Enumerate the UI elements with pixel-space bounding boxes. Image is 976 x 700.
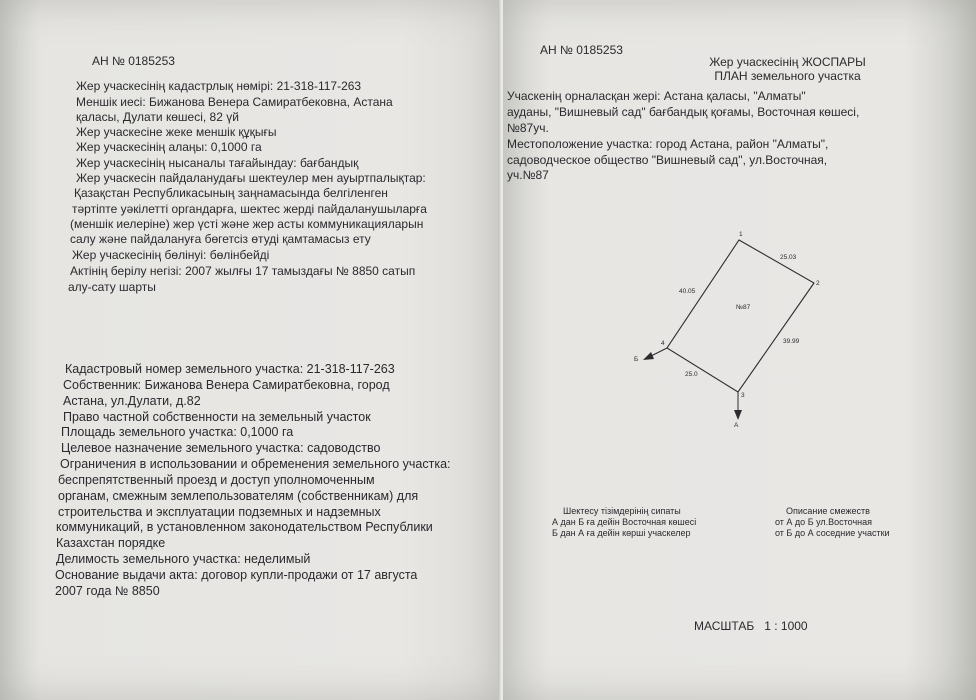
detail-line: Право частной собственности на земельный участок [63, 410, 371, 424]
detail-line: Жер учаскесінің нысаналы тағайындау: бағбандық [76, 156, 359, 170]
detail-line: (меншік иелеріне) жер үсті және жер асты коммуникацияларын [70, 217, 424, 231]
detail-line: тәртіпте уәкілетті органдарға, шектес жерді пайдаланушыларға [72, 202, 427, 216]
detail-line: Актінің берілу негізі: 2007 жылғы 17 тамыздағы № 8850 сатып [70, 264, 416, 278]
detail-line: Кадастровый номер земельного участка: 21-318-117-263 [65, 362, 395, 376]
legend-line: от А до Б ул.Восточная [775, 517, 873, 527]
legend-heading: Описание смежеств [786, 506, 870, 516]
detail-line: Жер учаскесінің бөлінуі: бөлінбейді [72, 248, 270, 262]
detail-line: Делимость земельного участка: неделимый [56, 552, 311, 566]
arrow-b-head [643, 352, 654, 360]
arrow-a-label: А [734, 422, 739, 429]
plan-title-ru: ПЛАН земельного участка [714, 69, 861, 83]
detail-line: Жер учаскесін пайдаланудағы шектеулер мен ауыртпалықтар: [76, 171, 426, 185]
scale-label: МАСШТАБ 1 : 1000 [694, 619, 808, 633]
detail-line: строительства и эксплуатации подземных и надземных [58, 505, 381, 519]
vertex-label: 4 [661, 340, 665, 347]
serial-number: АН № 0185253 [92, 54, 175, 68]
legend-line: Б дан А ға дейін көрші учаскелер [552, 528, 691, 538]
right-page [503, 0, 976, 700]
legend-line: А дан Б ға дейін Восточная көшесі [552, 517, 697, 527]
arrow-b-shaft [651, 348, 667, 356]
vertex-label: 1 [739, 231, 743, 238]
parcel-number: №87 [736, 304, 751, 311]
detail-line: 2007 года № 8850 [55, 584, 160, 598]
edge-length: 25.03 [780, 254, 797, 261]
detail-line: Целевое назначение земельного участка: садоводство [61, 441, 381, 455]
detail-line: беспрепятственный проезд и доступ уполномоченным [58, 473, 375, 487]
detail-line: Меншік иесі: Бижанова Венера Самиратбековна, Астана [76, 95, 393, 109]
location-line: садоводческое общество "Вишневый сад", ул.Восточная, [507, 153, 828, 167]
legend-line: от Б до А соседние участки [775, 528, 890, 538]
arrow-a-head [734, 410, 742, 420]
parcel-drawing [503, 0, 976, 700]
detail-line: Основание выдачи акта: договор купли-продажи от 17 августа [55, 568, 418, 582]
location-line: Учаскенің орналасқан жері: Астана қаласы, "Алматы" [507, 89, 806, 103]
detail-line: Жер учаскесінің кадастрлық нөмірі: 21-318-117-263 [76, 79, 362, 93]
detail-line: Ограничения в использовании и обременения земельного участка: [60, 457, 451, 471]
serial-number: АН № 0185253 [540, 43, 623, 57]
legend-heading: Шектесу тізімдерінің сипаты [563, 506, 681, 516]
location-line: Местоположение участка: город Астана, район "Алматы", [507, 137, 829, 151]
plan-title-kz: Жер учаскесінің ЖОСПАРЫ [709, 55, 866, 69]
location-line: уч.№87 [507, 168, 549, 182]
detail-line: Казахстан порядке [56, 536, 166, 550]
detail-line: Площадь земельного участка: 0,1000 га [61, 425, 294, 439]
parcel-plan [503, 0, 976, 700]
detail-line: коммуникаций, в установленном законодательством Республики [56, 520, 433, 534]
edge-length: 39.99 [783, 338, 800, 345]
detail-line: органам, смежным землепользователям (собственникам) для [58, 489, 419, 503]
detail-line: салу және пайдалануға бөгетсіз өтуді қамтамасыз ету [70, 232, 371, 246]
parcel-boundary [667, 240, 814, 392]
detail-line: Қазақстан Республикасының заңнамасында белгіленген [74, 186, 388, 200]
detail-line: Астана, ул.Дулати, д.82 [63, 394, 201, 408]
location-line: ауданы, "Вишневый сад" бағбандық қоғамы, Восточная көшесі, [507, 105, 860, 119]
detail-line: Собственник: Бижанова Венера Самиратбековна, город [63, 378, 390, 392]
location-line: №87уч. [507, 121, 549, 135]
detail-line: қаласы, Дулати көшесі, 82 үй [76, 110, 239, 124]
vertex-label: 3 [741, 392, 745, 399]
arrow-b-label: Б [634, 356, 639, 363]
vertex-label: 2 [816, 280, 820, 287]
edge-length: 40.05 [679, 288, 696, 295]
detail-line: Жер учаскесінің алаңы: 0,1000 га [76, 140, 262, 154]
detail-line: алу-сату шарты [68, 280, 156, 294]
detail-line: Жер учаскесіне жеке меншік құқығы [76, 125, 277, 139]
edge-length: 25.0 [685, 371, 698, 378]
